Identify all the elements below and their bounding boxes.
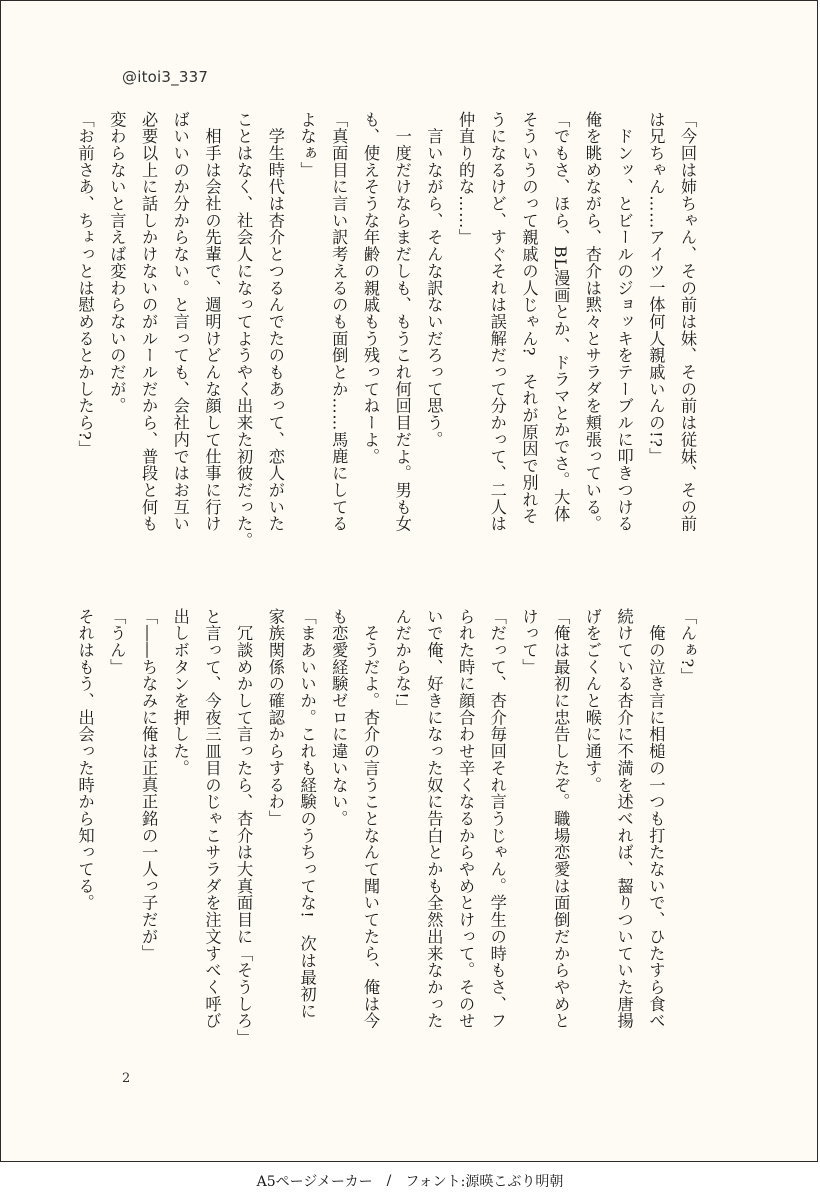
text-column: んだからな!」: [392, 608, 412, 717]
text-column: られた時に顔合わせ辛くなるからやめとけって。そのせ: [456, 608, 476, 1030]
text-column: と言って、今夜三皿目のじゃこサラダを注文すべく呼び: [202, 608, 222, 1030]
author-handle: @itoi3_337: [122, 68, 209, 86]
footer-credit: [0, 1162, 820, 1200]
text-column: そういうのって親戚の人じゃん? それが原因で別れそ: [519, 111, 539, 525]
text-column: も恋愛経験ゼロに違いない。: [329, 608, 349, 828]
text-column: 必要以上に話しかけないのがルールだから、普段と何も: [139, 111, 159, 533]
text-column: けって」: [519, 608, 539, 676]
text-column: 「まあいいか。これも経験のうちってな! 次は最初に: [297, 608, 317, 1020]
text-column: 「でもさ、ほら、BL漫画とか、ドラマとかでさ。大体: [551, 111, 571, 523]
text-column: うになるけど、すぐそれは誤解だって分かって、二人は: [487, 111, 507, 533]
text-column: 学生時代は杏介とつるんでたのもあって、恋人がいた: [265, 111, 285, 533]
page-number: 2: [122, 1071, 131, 1086]
text-column: 「――ちなみに俺は正真正銘の一人っ子だが」: [139, 608, 159, 962]
text-column: よなぁ」: [297, 111, 317, 179]
text-column: 続けている杏介に不満を述べれば、齧りついていた唐揚: [614, 608, 634, 1030]
text-column: ドンッ、とビールのジョッキをテーブルに叩きつける: [614, 111, 634, 533]
text-column: も、使えそうな年齢の親戚もう残ってねーよ。: [360, 111, 380, 465]
text-column: 俺を眺めながら、杏介は黙々とサラダを頬張っている。: [582, 111, 602, 533]
text-column: いで俺、好きになった奴に告白とかも全然出来なかった: [424, 608, 444, 1030]
text-column: 相手は会社の先輩で、週明けどんな顔して仕事に行け: [202, 111, 222, 533]
text-column: 言いながら、そんな訳ないだろって思う。: [424, 111, 444, 448]
text-column: 仲直り的な……」: [456, 111, 476, 246]
text-column: は兄ちゃん……アイツ一体何人親戚いんの!?」: [646, 111, 666, 465]
text-column: げをごくんと喉に通す。: [582, 608, 602, 794]
text-column: 変わらないと言えば変わらないのだが。: [107, 111, 127, 415]
text-column: 俺の泣き言に相槌の一つも打たないで、ひたすら食べ: [646, 608, 666, 1030]
text-column: ばいいのか分からない。と言っても、会社内ではお互い: [170, 111, 190, 533]
text-column: 「んぁ?」: [678, 608, 697, 685]
text-column: 冗談めかして言ったら、杏介は大真面目に「そうしろ」: [234, 608, 254, 1047]
text-column: 一度だけならまだしも、もうこれ何回目だよ。男も女: [392, 111, 412, 533]
text-column: 「だって、杏介毎回それ言うじゃん。学生の時もさ、フ: [487, 608, 507, 1030]
text-column: 「うん」: [107, 608, 127, 676]
footer-font-credit: フォント:源暎こぶり明朝: [405, 1174, 564, 1190]
text-column: 家族関係の確認からするわ」: [265, 608, 285, 828]
text-column: そうだよ。杏介の言うことなんて聞いてたら、俺は今: [360, 608, 380, 1030]
footer-separator: /: [386, 1173, 392, 1189]
footer-app-name: A5ページメーカー: [256, 1174, 373, 1190]
text-block-top: [75, 111, 703, 551]
text-column: それはもう、出会った時から知ってる。: [75, 608, 95, 912]
text-column: ことはなく、社会人になってようやく出来た初彼だった。: [234, 111, 254, 550]
text-column: 「俺は最初に忠告したぞ。職場恋愛は面倒だからやめと: [551, 608, 571, 1030]
text-column: 「お前さあ、ちょっとは慰めるとかしたら?」: [75, 111, 95, 458]
text-column: 「今回は姉ちゃん、その前は妹、その前は従妹、その前: [678, 111, 697, 533]
text-block-bottom: [75, 608, 703, 1068]
text-column: 「真面目に言い訳考えるのも面倒とか……馬鹿にしてる: [329, 111, 349, 533]
text-column: 出しボタンを押した。: [170, 608, 190, 777]
